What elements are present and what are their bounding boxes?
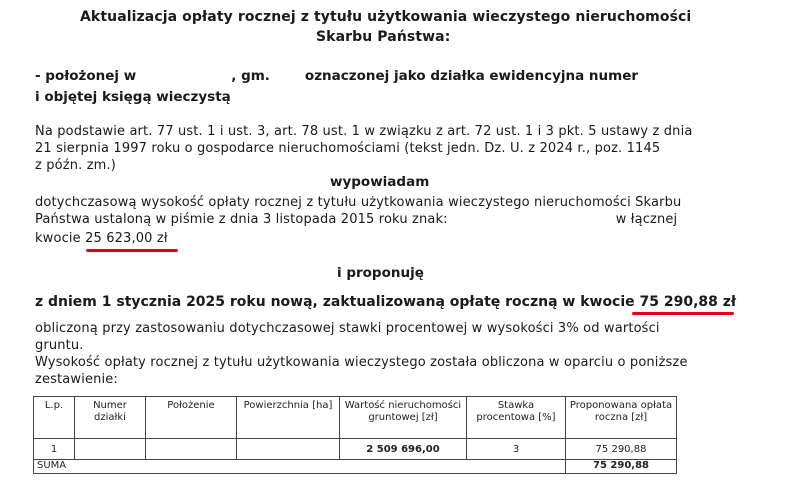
table-header-row bbox=[34, 397, 677, 439]
legal-basis-line-3: z późn. zm.) bbox=[35, 158, 116, 173]
cell-numer-dzialki bbox=[75, 439, 146, 460]
termination-total-label: w łącznej bbox=[615, 212, 678, 227]
proposal-line-5: zestawienie: bbox=[35, 372, 118, 387]
legal-basis-line-1: Na podstawie art. 77 ust. 1 i ust. 3, art. 78 ust. 1 w związku z art. 72 ust. 1 i 3 pkt. 5 ustawy z dnia bbox=[35, 124, 693, 139]
header-stawka: Stawka procentowa [%] bbox=[467, 397, 566, 439]
cell-powierzchnia bbox=[237, 439, 340, 460]
heading-proponuje: i proponuję bbox=[337, 265, 424, 281]
cell-lp: 1 bbox=[34, 439, 75, 460]
calculation-table bbox=[33, 396, 677, 474]
property-line-2: i objętej księgą wieczystą bbox=[35, 89, 231, 105]
header-powierzchnia: Powierzchnia [ha] bbox=[237, 397, 340, 439]
header-numer-dzialki: Numer działki bbox=[75, 397, 146, 439]
proposal-statement: z dniem 1 stycznia 2025 roku nową, zaktualizowaną opłatę roczną w kwocie bbox=[35, 294, 635, 310]
termination-letter-ref: Państwa ustaloną w piśmie z dnia 3 listopada 2015 roku znak: bbox=[35, 212, 448, 227]
header-lp: L.p. bbox=[34, 397, 75, 439]
header-polozenie: Położenie bbox=[146, 397, 237, 439]
header-wartosc: Wartość nieruchomości gruntowej [zł] bbox=[340, 397, 467, 439]
new-fee-amount: 75 290,88 zł bbox=[639, 294, 737, 310]
heading-wypowiadam: wypowiadam bbox=[330, 174, 430, 190]
proposal-line-3: gruntu. bbox=[35, 338, 84, 353]
proposal-line-2: obliczoną przy zastosowaniu dotychczasowej stawki procentowej w wysokości 3% od wartości bbox=[35, 321, 660, 336]
cell-oplata: 75 290,88 bbox=[566, 439, 677, 460]
property-line-1 bbox=[35, 68, 638, 84]
property-location-label: - położonej w bbox=[35, 68, 137, 84]
old-fee-red-underline bbox=[86, 249, 178, 252]
document-title-line-1: Aktualizacja opłaty rocznej z tytułu użytkowania wieczystego nieruchomości bbox=[80, 9, 692, 25]
legal-basis-line-2: 21 sierpnia 1997 roku o gospodarce nieruchomościami (tekst jedn. Dz. U. z 2024 r., poz. 1145 bbox=[35, 141, 661, 156]
sum-value: 75 290,88 bbox=[566, 460, 677, 474]
document-title-line-2: Skarbu Państwa: bbox=[316, 29, 451, 45]
sum-label: SUMA bbox=[34, 460, 566, 474]
cell-wartosc: 2 509 696,00 bbox=[340, 439, 467, 460]
table-sum-row bbox=[34, 460, 677, 474]
header-oplata: Proponowana opłata roczna [zł] bbox=[566, 397, 677, 439]
cell-polozenie bbox=[146, 439, 237, 460]
table-row bbox=[34, 439, 677, 460]
termination-line-1: dotychczasową wysokość opłaty rocznej z tytułu użytkowania wieczystego nieruchomości Skarbu bbox=[35, 195, 682, 210]
termination-amount-label: kwocie bbox=[35, 231, 81, 246]
proposal-line-1 bbox=[35, 294, 736, 310]
termination-line-2 bbox=[35, 212, 677, 227]
old-fee-amount: 25 623,00 zł bbox=[85, 231, 168, 246]
termination-line-3 bbox=[35, 231, 168, 246]
property-parcel-label: oznaczonej jako działka ewidencyjna numer bbox=[304, 68, 639, 84]
new-fee-red-underline bbox=[632, 312, 734, 315]
cell-stawka: 3 bbox=[467, 439, 566, 460]
proposal-line-4: Wysokość opłaty rocznej z tytułu użytkowania wieczystego została obliczona w oparciu o poniższe bbox=[35, 355, 688, 370]
property-municipality-label: , gm. bbox=[231, 68, 270, 84]
